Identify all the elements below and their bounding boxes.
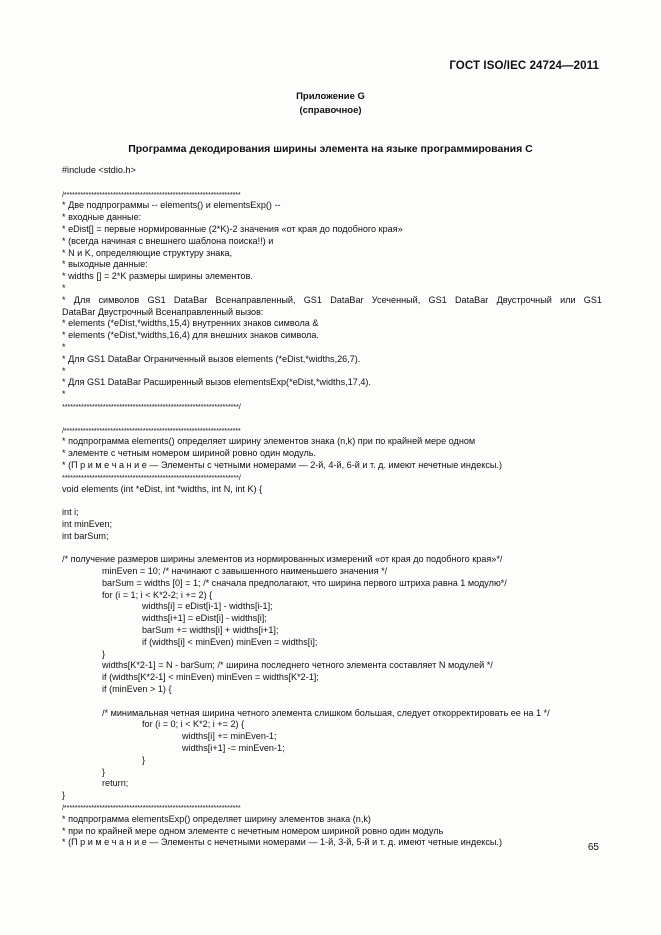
code-line: * подпрограмма elementsExp() определяет ширину элементов знака (n,k) [62, 813, 371, 824]
code-line: for (i = 0; i < K*2; i += 2) { [142, 719, 245, 730]
code-line: * elements (*eDist,*widths,16,4) для внешних знаков символа. [62, 330, 319, 341]
appendix-subtitle: (справочное) [299, 105, 362, 116]
code-line: widths[i] += minEven-1; [182, 731, 277, 742]
code-line: * Для символов GS1 DataBar Всенаправленный, GS1 DataBar Усеченный, GS1 DataBar Двустрочный или GS1 [62, 294, 602, 305]
code-line: * [62, 389, 66, 400]
code-line: barSum = widths [0] = 1; /* сначала предполагают, что ширина первого штриха равна 1 модулю*/ [102, 577, 507, 588]
code-line: } [142, 754, 146, 765]
code-line: * подпрограмма elements() определяет ширину элементов знака (n,k) при по крайней мере одном [62, 436, 476, 447]
code-line: * (П р и м е ч а н и е — Элементы с четными номерами — 2-й, 4-й, 6-й и т. д. имеют нечетные индексы.) [62, 459, 502, 470]
code-line: * (всегда начиная с внешнего шаблона поиска!!) и [62, 235, 274, 246]
code-line: * элементе с четным номером шириной ровно один модуль. [62, 448, 317, 459]
code-line: *****************************************************************/ [62, 401, 241, 411]
code-line: minEven = 10; /* начинают с завышенного наименьшего значения */ [102, 566, 388, 577]
code-line: * Для GS1 DataBar Ограниченный вызов elements (*eDist,*widths,26,7). [62, 353, 361, 364]
code-line: /* минимальная четная ширина четного элемента слишком большая, следует откорректировать ее на 1 */ [102, 707, 550, 718]
standard-header: ГОСТ ISO/IEC 24724—2011 [449, 60, 599, 72]
code-line: } [102, 766, 106, 777]
code-line: } [62, 790, 66, 801]
appendix-title: Приложение G [296, 91, 365, 102]
code-line: * widths [] = 2*K размеры ширины элементов. [62, 271, 253, 282]
code-line-blank [62, 495, 602, 507]
code-line: widths[i+1] -= minEven-1; [182, 743, 285, 754]
code-line-blank [62, 177, 602, 189]
code-line-blank [62, 413, 602, 425]
code-line: void elements (int *eDist, int *widths, int N, int K) { [62, 483, 263, 494]
code-line: if (minEven > 1) { [102, 684, 172, 695]
code-line: } [102, 648, 106, 659]
code-line: barSum += widths[i] + widths[i+1]; [142, 625, 279, 636]
code-line: * (П р и м е ч а н и е — Элементы с нечетными номерами — 1-й, 3-й, 5-й и т. д. имеют четные индексы.) [62, 837, 502, 848]
code-line: * при по крайней мере одном элементе с нечетным номером шириной ровно один модуль [62, 825, 444, 836]
code-line: * [62, 365, 66, 376]
code-line: /***************************************************************** [62, 189, 241, 199]
code-line: * N и K, определяющие структуру знака, [62, 247, 233, 258]
code-line: #include <stdio.h> [62, 165, 136, 175]
page-number: 65 [587, 842, 599, 853]
code-line: * Для GS1 DataBar Расширенный вызов elementsExp(*eDist,*widths,17,4). [62, 377, 371, 388]
code-line: * выходные данные: [62, 259, 148, 270]
code-line: if (widths[i] < minEven) minEven = widths[i]; [142, 636, 318, 647]
code-line: * eDist[] = первые нормированные (2*K)-2 значения «от края до подобного края» [62, 223, 403, 234]
code-line: *****************************************************************/ [62, 472, 241, 482]
code-line: /***************************************************************** [62, 803, 241, 813]
code-line: * elements (*eDist,*widths,15,4) внутренних знаков символа & [62, 318, 319, 329]
code-line-blank [62, 696, 602, 708]
code-line: int minEven; [62, 518, 113, 529]
code-line: * Две подпрограммы -- elements() и elementsExp() -- [62, 200, 281, 211]
code-line: for (i = 1; i < K*2-2; i += 2) { [102, 589, 213, 600]
code-line: widths[K*2-1] = N - barSum; /* ширина последнего четного элемента составляет N модулей */ [102, 660, 493, 671]
code-line: DataBar Двустрочный Всенаправленный вызов: [62, 306, 264, 317]
code-line: * входные данные: [62, 212, 142, 223]
code-line-blank [62, 543, 602, 555]
code-line: * [62, 282, 66, 293]
code-line: * [62, 341, 66, 352]
code-line: int i; [62, 507, 79, 518]
code-line: return; [102, 778, 129, 789]
code-line: int barSum; [62, 530, 109, 541]
code-line: if (widths[K*2-1] < minEven) minEven = widths[K*2-1]; [102, 672, 319, 683]
code-line: /***************************************************************** [62, 425, 241, 435]
program-title: Программа декодирования ширины элемента на языке программирования С [128, 143, 533, 155]
code-line: /* получение размеров ширины элементов из нормированных измерений «от края до подобного края»*/ [62, 554, 503, 565]
code-line: widths[i+1] = eDist[i] - widths[i]; [142, 613, 267, 624]
code-line: widths[i] = eDist[i-1] - widths[i-1]; [142, 601, 273, 612]
code-listing [62, 165, 602, 849]
